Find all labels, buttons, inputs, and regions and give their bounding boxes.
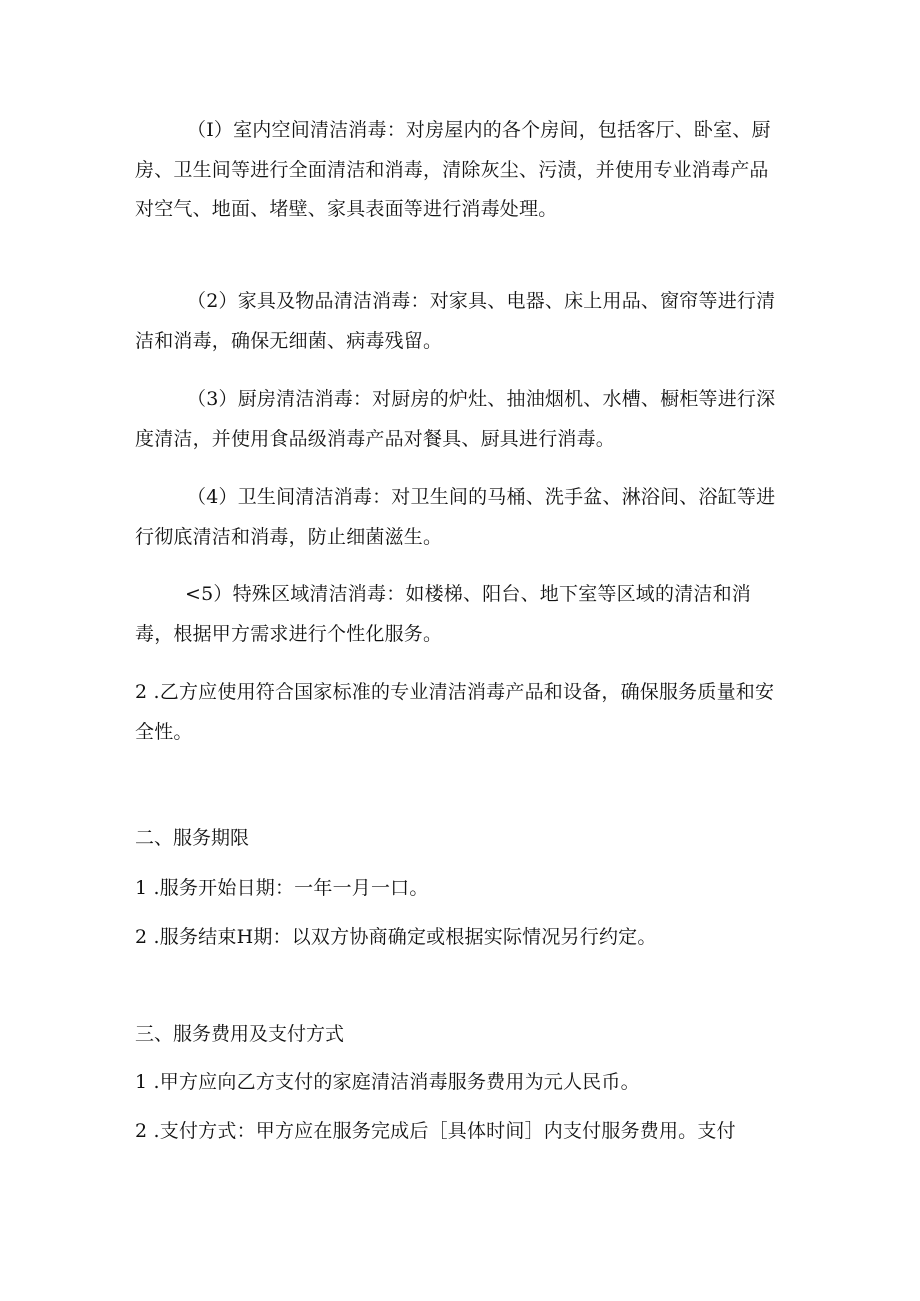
list-item-payment-method: 2 .支付方式：甲方应在服务完成后［具体时间］内支付服务费用。支付: [135, 1120, 736, 1142]
paragraph-bathroom-cleaning: （4）卫生间清洁消毒：对卫生间的马桶、洗手盆、淋浴间、浴缸等进行彻底清洁和消毒，防止细菌滋生。: [135, 486, 776, 548]
section-heading-service-period: 二、服务期限: [135, 827, 250, 849]
paragraph-standard-products: 2 .乙方应使用符合国家标准的专业清洁消毒产品和设备，确保服务质量和安全性。: [135, 681, 775, 743]
list-item-end-date: 2 .服务结束H期：以双方协商确定或根据实际情况另行约定。: [135, 926, 657, 948]
section-heading-fees-payment: 三、服务费用及支付方式: [135, 1023, 345, 1045]
paragraph-indoor-cleaning: （I）室内空间清洁消毒：对房屋内的各个房间，包括客厅、卧室、厨房、卫生间等进行全面清洁和消毒，清除灰尘、污渍，并使用专业消毒产品对空气、地面、堵壁、家具表面等进行消毒处理。: [135, 119, 771, 220]
list-item-start-date: 1 .服务开始日期：一年一月一口。: [135, 877, 429, 899]
list-item-service-fee: 1 .甲方应向乙方支付的家庭清洁消毒服务费用为元人民币。: [135, 1071, 640, 1093]
paragraph-furniture-cleaning: （2）家具及物品清洁消毒：对家具、电器、床上用品、窗帘等进行清洁和消毒，确保无细菌、病毒残留。: [135, 290, 776, 352]
paragraph-kitchen-cleaning: （3）厨房清洁消毒：对厨房的炉灶、抽油烟机、水槽、橱柜等进行深度清洁，并使用食品级消毒产品对餐具、厨具进行消毒。: [135, 388, 776, 450]
paragraph-special-area-cleaning: <5）特殊区域清洁消毒：如楼梯、阳台、地下室等区域的清洁和消毒，根据甲方需求进行个性化服务。: [135, 583, 752, 645]
